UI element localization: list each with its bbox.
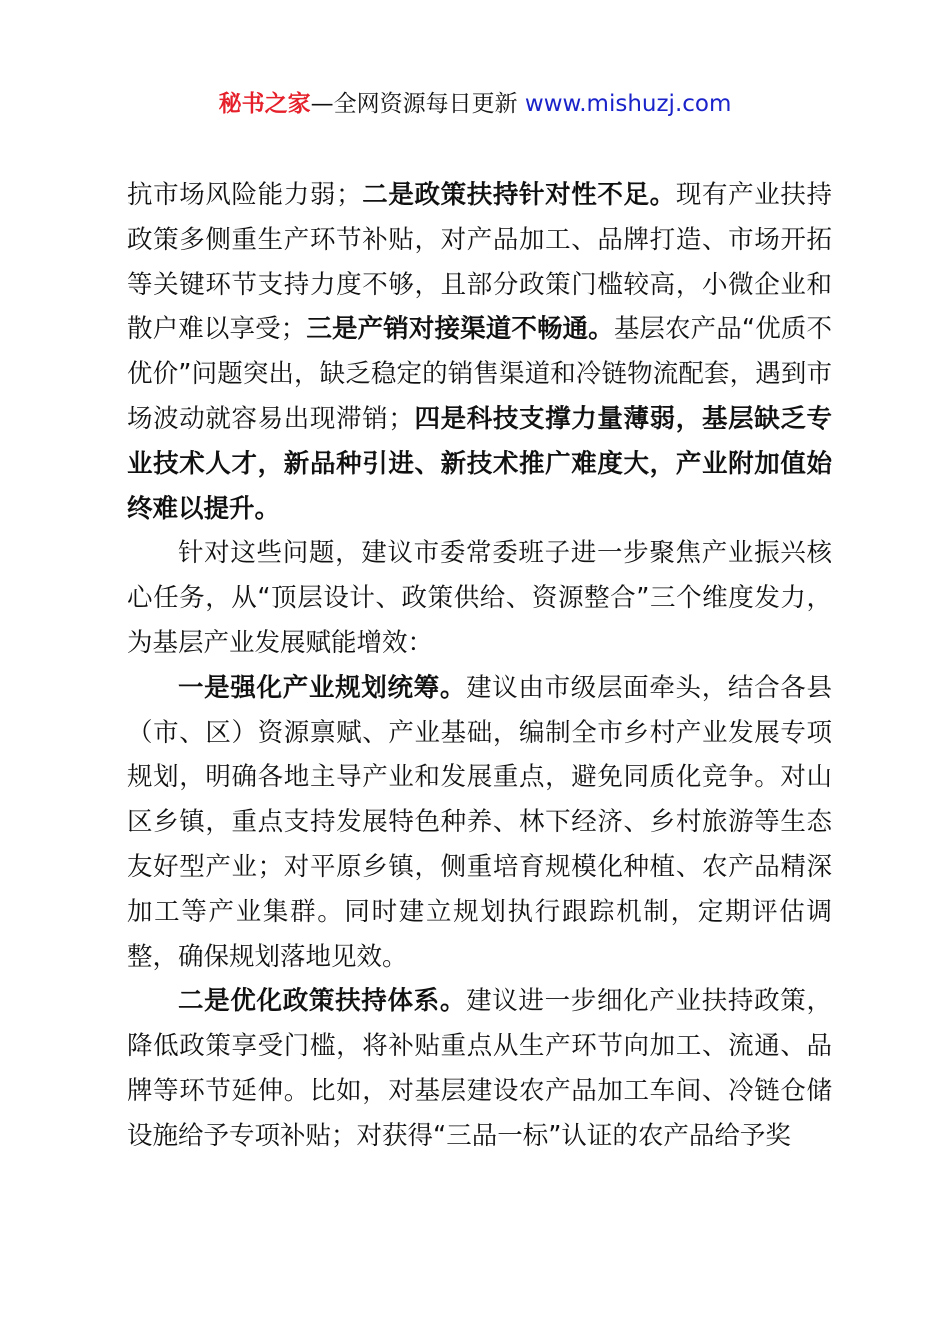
paragraph-policy — [127, 979, 832, 1158]
paragraph-problems — [127, 173, 832, 531]
site-header — [0, 88, 950, 120]
text-run: 现有产业扶持政策多侧重生产环节补贴，对产品加工、品牌打造、市场开拓等关键环节支持力度不够，且部分政策门槛较高，小微企业和散户难以享受； — [127, 180, 832, 345]
bold-heading-2: 二是优化政策扶持体系。 — [178, 986, 467, 1017]
document-body — [127, 173, 832, 1159]
brand-name: 秘书之家 — [218, 91, 311, 117]
bold-point-4: 四是科技支撑力量薄弱，基层缺乏专业技术人才，新品种引进、新技术推广难度大，产业附加值始终难以提升。 — [127, 403, 832, 524]
bold-heading-1: 一是强化产业规划统筹。 — [178, 672, 467, 703]
site-url-link[interactable]: www.mishuzj.com — [524, 91, 732, 117]
bold-point-2: 二是政策扶持针对性不足。 — [361, 180, 676, 210]
paragraph-suggestions-intro — [127, 531, 832, 665]
header-slogan: —全网资源每日更新 — [310, 91, 525, 117]
text-run: 针对这些问题，建议市委常委班子进一步聚焦产业振兴核心任务，从“顶层设计、政策供给、资源整合”三个维度发力，为基层产业发展赋能增效： — [127, 538, 832, 658]
text-run: 抗市场风险能力弱； — [127, 180, 362, 210]
text-run: 基层农产品“优质不优价”问题突出，缺乏稳定的销售渠道和冷链物流配套，遇到市场波动就容易出现滞销； — [127, 314, 832, 434]
text-run: 建议由市级层面牵头，结合各县（市、区）资源禀赋、产业基础，编制全市乡村产业发展专项规划，明确各地主导产业和发展重点，避免同质化竞争。对山区乡镇，重点支持发展特色种养、林下经济、乡村旅游等生态友好型产业；对平原乡镇，侧重培育规模化种植、农产品精深加工等产业集群。同时建立规划执行跟踪机制，定期评估调整，确保规划落地见效。 — [127, 672, 832, 972]
bold-point-3: 三是产销对接渠道不畅通。 — [306, 314, 614, 345]
text-run: 建议进一步细化产业扶持政策，降低政策享受门槛，将补贴重点从生产环节向加工、流通、品牌等环节延伸。比如，对基层建设农产品加工车间、冷链仓储设施给予专项补贴；对获得“三品一标”认证的农产品给予奖 — [127, 986, 832, 1151]
paragraph-planning — [127, 666, 832, 980]
